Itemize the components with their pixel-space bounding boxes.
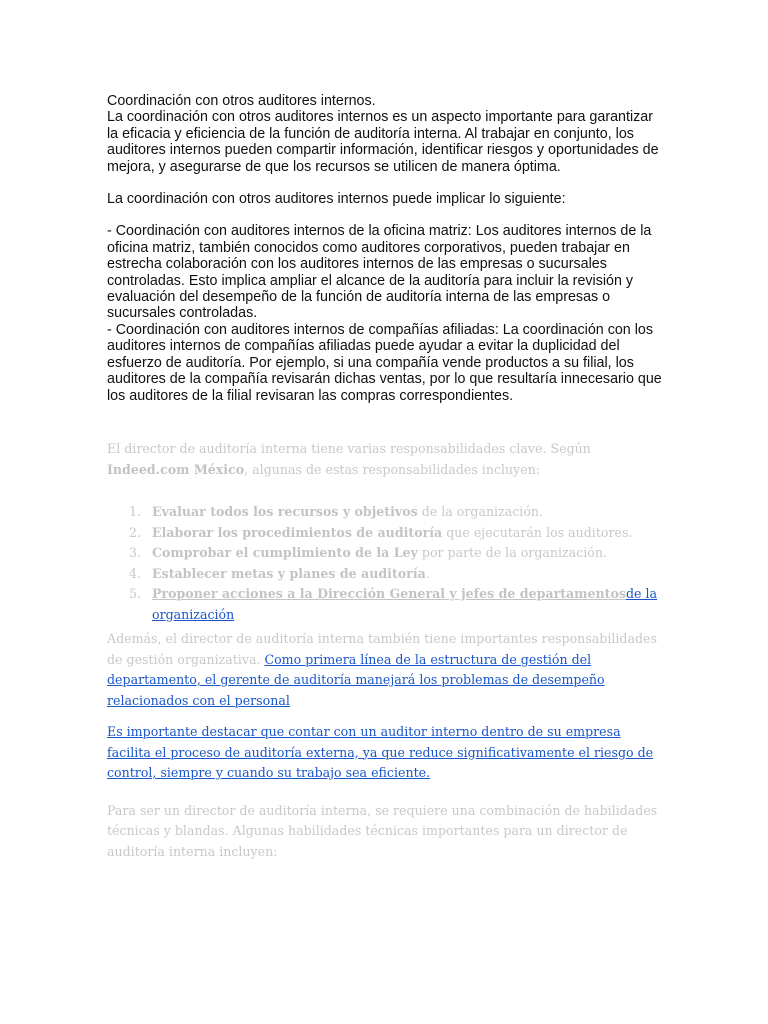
coordination-item-afiliadas: - Coordinación con auditores internos de compañías afiliadas: La coordinación con los auditores internos de compañías afiliadas puede ayudar a evitar la duplicidad del esfuerzo de auditoría. Por ejemplo, si una compañía vende productos a su filial, los auditores de la compañía revisarán dichas ventas, por lo que resultaría innecesario que los auditores de la filial revisaran las compras correspondientes. bbox=[107, 321, 662, 404]
list-number: 3. bbox=[129, 545, 142, 560]
responsibilities-list bbox=[107, 502, 667, 625]
section-coordination bbox=[107, 93, 667, 404]
list-item bbox=[107, 564, 667, 585]
skills-paragraph: Para ser un director de auditoría interna, se requiere una combinación de habilidades técnicas y blandas. Algunas habilidades técnicas importantes para un director de auditoría interna incluyen: bbox=[107, 802, 658, 859]
source-name: Indeed.com México bbox=[107, 461, 245, 477]
list-number: 5. bbox=[129, 586, 142, 601]
intro-paragraph: La coordinación con otros auditores internos es un aspecto importante para garantizar la eficacia y eficiencia de la función de auditoría interna. Al trabajar en conjunto, los auditores internos pueden compartir información, identificar riesgos y oportunidades de mejora, y asegurarse de que los recursos se utilicen de manera óptima. bbox=[107, 109, 659, 175]
responsibility-link[interactable]: Proponer acciones a la Dirección General y jefes de departamentos bbox=[152, 586, 626, 601]
management-paragraph bbox=[107, 629, 667, 711]
external-audit-link[interactable]: Es importante destacar que contar con un auditor interno dentro de su empresa facilita el proceso de auditoría externa, ya que reduce significativamente el riesgo de control, siempre y cuando su trabajo sea eficiente. bbox=[107, 724, 654, 780]
list-number: 1. bbox=[129, 504, 142, 519]
list-item-bold: Elaborar los procedimientos de auditoría bbox=[152, 524, 443, 540]
director-intro-text-end: , algunas de estas responsabilidades incluyen: bbox=[244, 461, 541, 477]
section-heading: Coordinación con otros auditores internos. bbox=[107, 93, 376, 109]
management-link[interactable]: Como primera línea de la estructura de gestión del departamento, el gerente de auditoría manejará los problemas de desempeño relacionados con el personal bbox=[107, 651, 605, 708]
management-text: Además, el director de auditoría interna también tiene importantes responsabilidades de gestión organizativa. bbox=[107, 631, 657, 667]
director-intro-paragraph bbox=[107, 439, 667, 480]
list-item bbox=[107, 584, 667, 625]
list-item-bold: Establecer metas y planes de auditoría bbox=[152, 565, 426, 581]
section-director bbox=[107, 439, 667, 862]
list-number: 4. bbox=[129, 565, 142, 581]
list-item-text: por parte de la organización. bbox=[417, 545, 607, 560]
responsibility-link-continuation[interactable]: de la organización bbox=[152, 586, 658, 622]
list-item bbox=[107, 502, 667, 523]
list-item bbox=[107, 523, 667, 544]
list-item-text: que ejecutarán los auditores. bbox=[442, 524, 633, 540]
lead-paragraph: La coordinación con otros auditores internos puede implicar lo siguiente: bbox=[107, 191, 566, 208]
list-item-text: . bbox=[425, 565, 430, 581]
list-number: 2. bbox=[129, 524, 142, 540]
list-item-text: de la organización. bbox=[417, 504, 544, 519]
list-item-bold: Comprobar el cumplimiento de la Ley bbox=[152, 545, 418, 560]
external-audit-paragraph bbox=[107, 722, 667, 784]
list-item-bold: Evaluar todos los recursos y objetivos bbox=[152, 504, 418, 519]
coordination-item-matriz: - Coordinación con auditores internos de la oficina matriz: Los auditores internos de la oficina matriz, también conocidos como auditores corporativos, pueden trabajar en estrecha colaboración con los auditores internos de las empresas o sucursales controladas. Esto implica ampliar el alcance de la auditoría para incluir la revisión y evaluación del desempeño de la función de auditoría interna de las empresas o sucursales controladas. bbox=[107, 223, 652, 322]
list-item bbox=[107, 543, 667, 564]
director-intro-text: El director de auditoría interna tiene varias responsabilidades clave. Según bbox=[107, 441, 591, 456]
